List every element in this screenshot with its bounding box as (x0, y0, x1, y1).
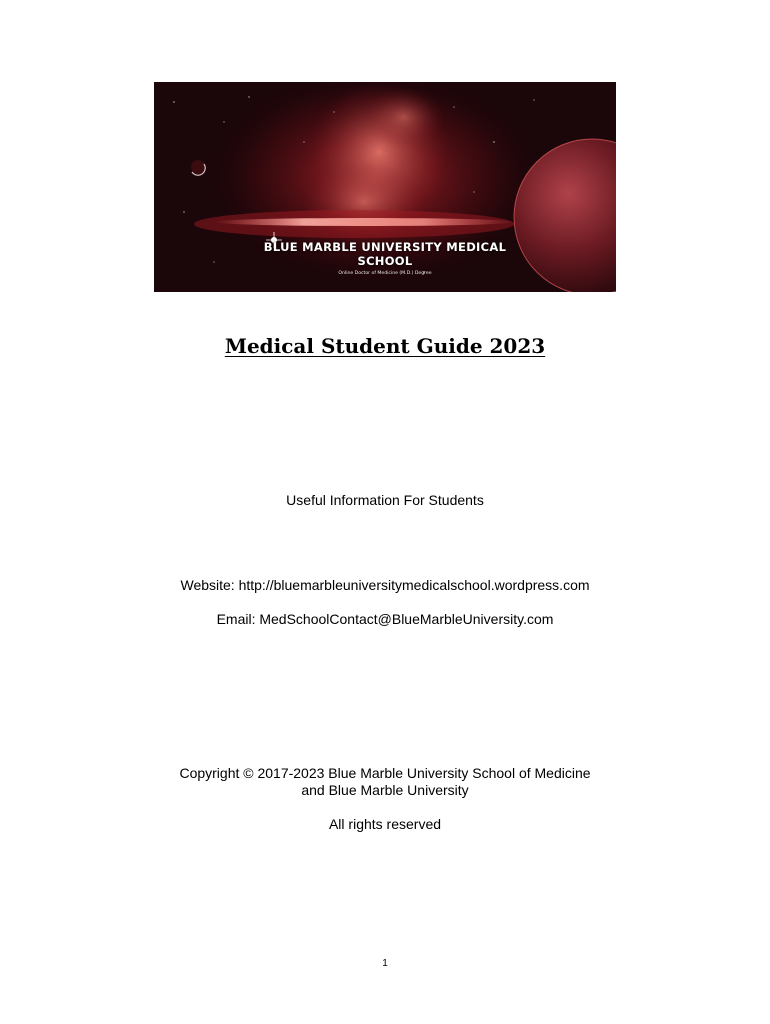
email-line: Email: MedSchoolContact@BlueMarbleUniversity.com (216, 611, 554, 627)
page-number: 1 (382, 958, 388, 969)
banner-title (154, 240, 616, 268)
tagline: Useful Information For Students (286, 492, 484, 508)
website-line: Website: http://bluemarbleuniversitymedicalschool.wordpress.com (180, 577, 590, 593)
copyright-line-2: and Blue Marble University (301, 782, 469, 798)
document-title: Medical Student Guide 2023 (224, 334, 546, 358)
header-banner-image (154, 82, 616, 292)
banner-title-line-1: BLUE MARBLE UNIVERSITY MEDICAL (263, 240, 507, 254)
copyright-line-1: Copyright © 2017-2023 Blue Marble University School of Medicine (179, 765, 591, 781)
rights-reserved: All rights reserved (328, 816, 442, 832)
banner-title-line-2: SCHOOL (357, 254, 413, 268)
banner-subtitle: Online Doctor of Medicine (M.D.) Degree (338, 271, 432, 276)
